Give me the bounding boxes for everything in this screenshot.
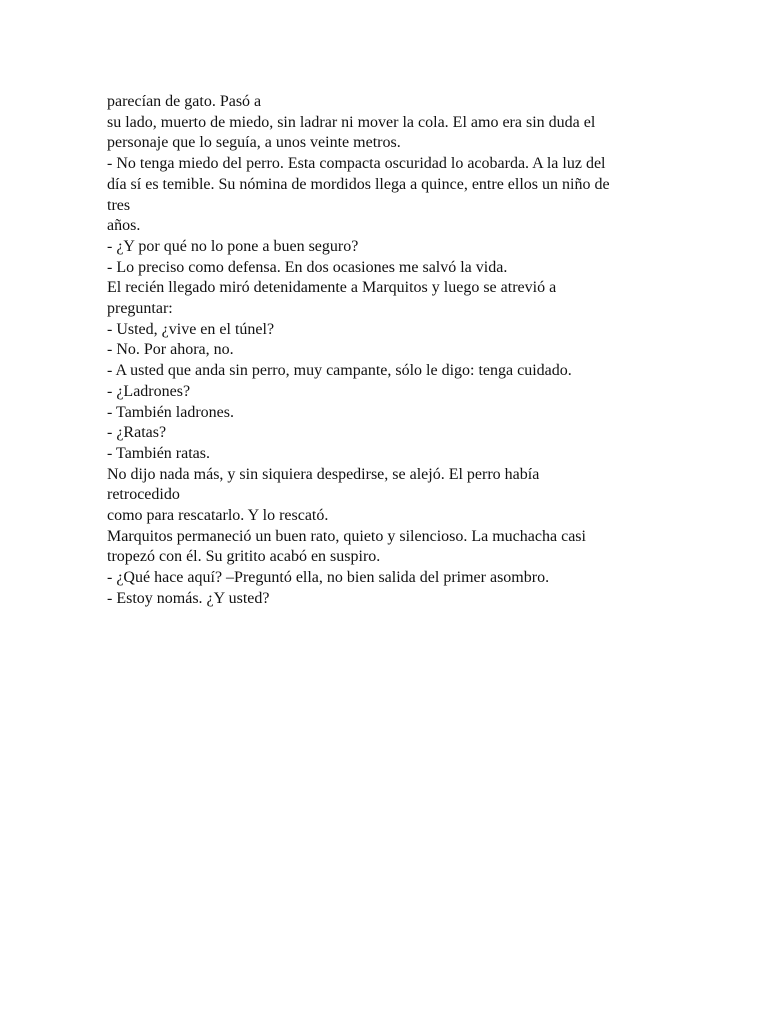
text-line: día sí es temible. Su nómina de mordidos llega a quince, entre ellos un niño de (107, 175, 610, 193)
text-line: - También ladrones. (107, 403, 234, 421)
text-line: parecían de gato. Pasó a (107, 93, 262, 110)
text-line: tropezó con él. Su gritito acabó en suspiro. (107, 548, 381, 566)
text-line: retrocedido (107, 486, 180, 504)
text-line: preguntar: (107, 300, 173, 318)
document-text (107, 92, 667, 610)
text-line: - Usted, ¿vive en el túnel? (107, 320, 275, 338)
text-line: El recién llegado miró detenidamente a Marquitos y luego se atrevió a (107, 279, 557, 297)
text-line: como para rescatarlo. Y lo rescató. (107, 507, 329, 525)
text-line: No dijo nada más, y sin siquiera despedirse, se alejó. El perro había (107, 465, 540, 483)
text-line: - ¿Ratas? (107, 424, 167, 442)
text-line: personaje que lo seguía, a unos veinte metros. (107, 134, 401, 152)
text-line: - Lo preciso como defensa. En dos ocasiones me salvó la vida. (107, 258, 508, 276)
text-line: Marquitos permaneció un buen rato, quieto y silencioso. La muchacha casi (107, 527, 586, 545)
text-line: - No tenga miedo del perro. Esta compacta oscuridad lo acobarda. A la luz del (107, 155, 606, 173)
text-line: - También ratas. (107, 444, 210, 462)
text-line: - Estoy nomás. ¿Y usted? (107, 589, 270, 607)
text-line: años. (107, 217, 141, 235)
text-line: su lado, muerto de miedo, sin ladrar ni mover la cola. El amo era sin duda el (107, 113, 596, 131)
text-line: - ¿Qué hace aquí? –Preguntó ella, no bien salida del primer asombro. (107, 569, 550, 587)
text-line: - ¿Ladrones? (107, 382, 191, 400)
text-line: - ¿Y por qué no lo pone a buen seguro? (107, 237, 359, 255)
text-line: - A usted que anda sin perro, muy campante, sólo le digo: tenga cuidado. (107, 362, 572, 380)
text-line: - No. Por ahora, no. (107, 341, 234, 359)
text-line: tres (107, 196, 131, 214)
